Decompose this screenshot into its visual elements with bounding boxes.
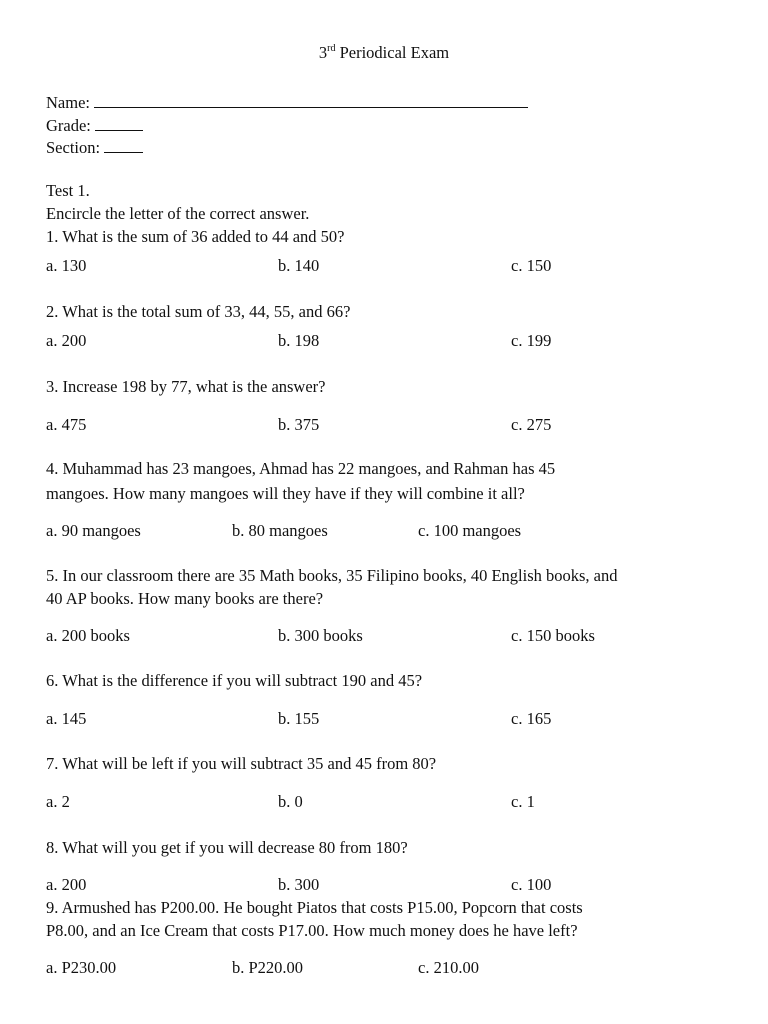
question-7-option-c[interactable]: c. 1 <box>511 792 535 811</box>
section-blank[interactable] <box>104 137 143 153</box>
question-3-option-b[interactable]: b. 375 <box>278 415 320 434</box>
question-6-option-c[interactable]: c. 165 <box>511 709 552 728</box>
question-1-option-b[interactable]: b. 140 <box>278 256 320 275</box>
question-9-line-2: P8.00, and an Ice Cream that costs P17.00. How much money does he have left? <box>46 921 578 940</box>
question-8-option-a[interactable]: a. 200 <box>46 875 87 894</box>
question-5-line-1: 5. In our classroom there are 35 Math books, 35 Filipino books, 40 English books, and <box>46 566 618 585</box>
question-1-option-c[interactable]: c. 150 <box>511 256 552 275</box>
question-2-option-b[interactable]: b. 198 <box>278 331 320 350</box>
name-label: Name: <box>46 93 90 112</box>
question-6: 6. What is the difference if you will subtract 190 and 45? <box>46 671 423 690</box>
question-4-line-1: 4. Muhammad has 23 mangoes, Ahmad has 22 mangoes, and Rahman has 45 <box>46 459 556 478</box>
question-4-option-a[interactable]: a. 90 mangoes <box>46 521 141 540</box>
question-8-option-c[interactable]: c. 100 <box>511 875 552 894</box>
question-5-option-c[interactable]: c. 150 books <box>511 626 595 645</box>
section-label: Section: <box>46 138 101 157</box>
question-3: 3. Increase 198 by 77, what is the answer? <box>46 377 326 396</box>
question-2-option-c[interactable]: c. 199 <box>511 331 552 350</box>
question-8-option-b[interactable]: b. 300 <box>278 875 320 894</box>
grade-row <box>46 115 143 135</box>
question-7-option-a[interactable]: a. 2 <box>46 792 70 811</box>
grade-blank[interactable] <box>95 115 143 131</box>
question-5-line-2: 40 AP books. How many books are there? <box>46 589 324 608</box>
question-2-option-a[interactable]: a. 200 <box>46 331 87 350</box>
question-6-option-a[interactable]: a. 145 <box>46 709 87 728</box>
question-8: 8. What will you get if you will decrease 80 from 180? <box>46 838 408 857</box>
question-7-option-b[interactable]: b. 0 <box>278 792 303 811</box>
title-text: Periodical Exam <box>339 43 450 62</box>
question-9-option-b[interactable]: b. P220.00 <box>232 958 304 977</box>
question-4-line-2: mangoes. How many mangoes will they have if they will combine it all? <box>46 484 525 503</box>
question-7: 7. What will be left if you will subtract 35 and 45 from 80? <box>46 754 437 773</box>
question-9-line-1: 9. Armushed has P200.00. He bought Piatos that costs P15.00, Popcorn that costs <box>46 898 583 917</box>
test-title: Test 1. <box>46 181 90 200</box>
question-6-option-b[interactable]: b. 155 <box>278 709 320 728</box>
title-superscript: rd <box>327 42 336 54</box>
test-instruction: Encircle the letter of the correct answer. <box>46 204 310 223</box>
title-number: 3 <box>318 43 328 62</box>
question-1-option-a[interactable]: a. 130 <box>46 256 87 275</box>
question-4-option-c[interactable]: c. 100 mangoes <box>418 521 522 540</box>
name-row <box>46 92 528 112</box>
grade-label: Grade: <box>46 116 91 135</box>
question-9-option-c[interactable]: c. 210.00 <box>418 958 479 977</box>
section-row <box>46 137 143 157</box>
question-2: 2. What is the total sum of 33, 44, 55, and 66? <box>46 302 351 321</box>
question-3-option-c[interactable]: c. 275 <box>511 415 552 434</box>
name-blank[interactable] <box>94 92 528 108</box>
question-9-option-a[interactable]: a. P230.00 <box>46 958 117 977</box>
question-3-option-a[interactable]: a. 475 <box>46 415 87 434</box>
question-5-option-b[interactable]: b. 300 books <box>278 626 363 645</box>
page-title <box>0 42 768 62</box>
question-1: 1. What is the sum of 36 added to 44 and 50? <box>46 227 345 246</box>
question-5-option-a[interactable]: a. 200 books <box>46 626 130 645</box>
question-4-option-b[interactable]: b. 80 mangoes <box>232 521 328 540</box>
